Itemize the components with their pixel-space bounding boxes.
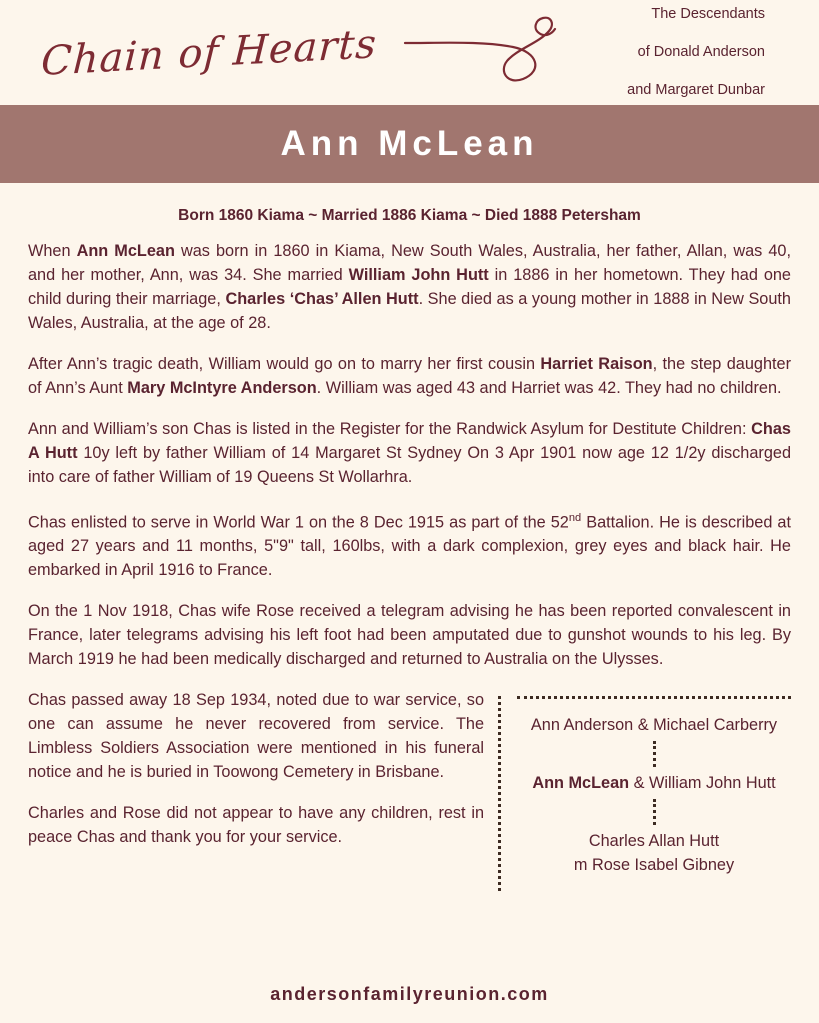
tree-generation-2 — [517, 771, 791, 795]
bottom-left-text — [28, 688, 498, 866]
brand-logo-text: Chain of Hearts — [40, 20, 379, 85]
biography-paragraph-6: Chas passed away 18 Sep 1934, noted due to war service, so one can assume he never recovered from service. The Limbless Soldiers Association were mentioned in his funeral notice and he is buried in Toowong Cemetery in Brisbane. — [28, 691, 484, 782]
family-tree — [517, 688, 791, 877]
p2-seg-e: . William was aged 43 and Harriet was 42. They had no children. — [316, 379, 782, 397]
p1-seg-e: in 1886 in her hometown. They had one child during their marriage, — [28, 266, 791, 308]
p1-name-charles: Charles ‘Chas’ Allen Hutt — [225, 290, 419, 308]
p1-seg-c: was born in 1860 in Kiama, New South Wales, Australia, her father, Allan, was 40, and her mother, Ann, was 34. She married — [28, 242, 791, 284]
bottom-section — [28, 688, 791, 891]
p4-ordinal-suffix: nd — [568, 512, 582, 524]
biography-paragraph-3 — [28, 417, 791, 489]
p1-seg-g: . She died as a young mother in 1888 in New South Wales, Australia, at the age of 28. — [28, 290, 791, 332]
page-header — [0, 0, 819, 105]
p1-seg-a: When — [28, 242, 77, 260]
tree-connector-2 — [653, 799, 656, 825]
p3-seg-a: Ann and William’s son Chas is listed in the Register for the Randwick Asylum for Destitute Children: — [28, 420, 752, 438]
p2-name-mary: Mary McIntyre Anderson — [127, 379, 317, 397]
heart-swirl-icon — [403, 13, 563, 93]
header-subtitle-line2: of Donald Anderson — [637, 44, 765, 60]
header-subtitle — [563, 0, 797, 119]
p1-name-ann: Ann McLean — [76, 242, 175, 260]
page-title: Ann McLean — [280, 124, 539, 163]
heart-swirl-svg — [403, 13, 563, 93]
tree-generation-3-line2: m Rose Isabel Gibney — [573, 856, 735, 875]
header-subtitle-line3: and Margaret Dunbar — [627, 82, 765, 98]
tree-connector-1 — [653, 741, 656, 767]
tree-gen2-spouse: & William John Hutt — [629, 774, 776, 793]
page-footer — [0, 965, 819, 1023]
life-dates-subtitle: Born 1860 Kiama ~ Married 1886 Kiama ~ Died 1888 Petersham — [178, 207, 641, 224]
p3-seg-c: 10y left by father William of 14 Margaret St Sydney On 3 Apr 1901 now age 12 1/2y discharged into care of father William of 19 Queens St Wollarhra. — [28, 444, 791, 486]
p1-name-william: William John Hutt — [348, 266, 489, 284]
p4-seg-a: Chas enlisted to serve in World War 1 on the 8 Dec 1915 as part of the 52 — [28, 513, 569, 532]
p3-name-chas: Chas A Hutt — [28, 420, 791, 462]
biography-paragraph-4 — [28, 506, 791, 582]
p2-seg-c: , the step daughter of Ann’s Aunt — [28, 355, 791, 397]
tree-gen2-name: Ann McLean — [532, 774, 630, 793]
tree-generation-3-line1: Charles Allan Hutt — [588, 832, 720, 851]
p2-seg-a: After Ann’s tragic death, William would go on to marry her first cousin — [28, 355, 541, 373]
main-content — [0, 183, 819, 965]
biography-paragraph-2 — [28, 352, 791, 400]
dotted-horizontal-divider — [517, 696, 791, 699]
header-subtitle-line1: The Descendants — [651, 6, 765, 22]
biography-paragraph-1 — [28, 239, 791, 335]
website-url[interactable]: andersonfamilyreunion.com — [270, 983, 549, 1004]
tree-generation-1: Ann Anderson & Michael Carberry — [530, 716, 778, 735]
brand-logo — [22, 20, 397, 85]
p2-name-harriet: Harriet Raison — [540, 355, 653, 373]
p4-seg-b: Battalion. He is described at aged 27 years and 11 months, 5"9" tall, 160lbs, with a dark complexion, grey eyes and black hair. He embarked in April 1916 to France. — [28, 513, 791, 580]
dotted-vertical-divider — [498, 696, 511, 891]
biography-paragraph-5: On the 1 Nov 1918, Chas wife Rose received a telegram advising he has been reported convalescent in France, later telegrams advising his left foot had been amputated due to gunshot wounds to his leg. By March 1919 he had been medically discharged and returned to Australia on the Ulysses. — [28, 602, 791, 669]
biography-paragraph-7: Charles and Rose did not appear to have any children, rest in peace Chas and thank you for your service. — [28, 804, 484, 847]
